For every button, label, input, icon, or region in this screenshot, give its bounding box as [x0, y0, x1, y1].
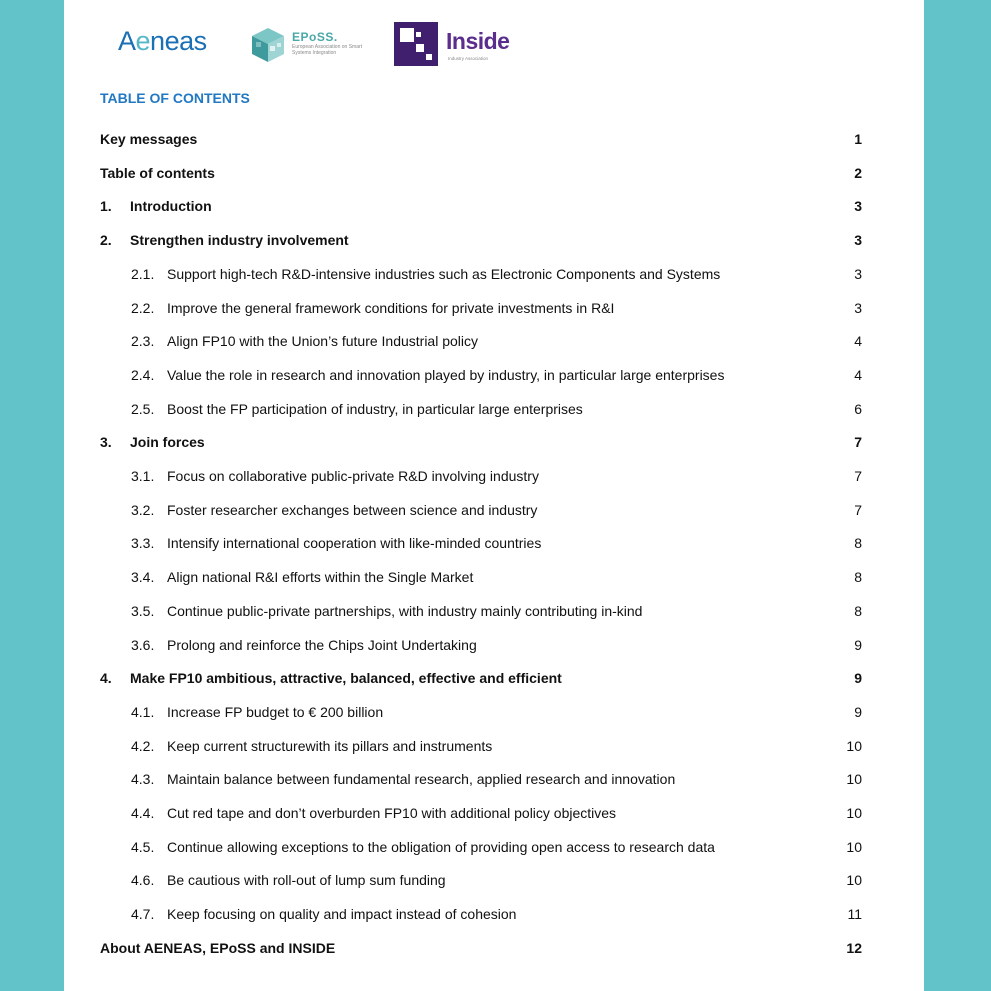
toc-entry[interactable] — [100, 162, 862, 184]
toc-entry-title: Continue public-private partnerships, with industry mainly contributing in-kind — [167, 602, 643, 619]
toc-entry-title: Strengthen industry involvement — [130, 232, 349, 249]
toc-entry-title: Foster researcher exchanges between science and industry — [167, 501, 538, 518]
toc-entry-title: Make FP10 ambitious, attractive, balanced, effective and efficient — [130, 670, 562, 687]
toc-entry-page: 7 — [854, 468, 862, 484]
toc-entry-page: 7 — [854, 434, 862, 451]
toc-entry[interactable] — [100, 499, 862, 521]
toc-entry-page: 10 — [846, 771, 862, 788]
toc-entry[interactable] — [100, 937, 862, 959]
aeneas-logo — [118, 26, 207, 57]
toc-entry-title: Cut red tape and don’t overburden FP10 with additional policy objectives — [167, 805, 617, 821]
toc-entry-title: Improve the general framework conditions for private investments in R&I — [167, 299, 615, 316]
toc-entry[interactable] — [100, 802, 862, 824]
toc-entry[interactable] — [100, 768, 862, 790]
aeneas-logo-prefix: A — [118, 26, 136, 56]
toc-entry-page: 7 — [854, 501, 862, 518]
toc-entry-title: Value the role in research and innovation played by industry, in particular large enterprises — [167, 366, 725, 383]
toc-entry-number: 2.2. — [131, 299, 155, 316]
toc-entry-page: 10 — [846, 872, 862, 889]
toc-entry[interactable] — [100, 903, 862, 925]
toc-entry-page: 8 — [854, 602, 862, 619]
toc-entry-number: 3.2. — [131, 501, 155, 518]
toc-entry-page: 3 — [854, 299, 862, 316]
eposs-logo-name: EPoSS. — [292, 30, 338, 44]
toc-entry-title: Align FP10 with the Union’s future Industrial policy — [167, 333, 479, 350]
toc-entry-number: 3.5. — [131, 602, 155, 619]
toc-entry-number: 2.5. — [131, 400, 155, 417]
eposs-logo — [250, 22, 370, 68]
toc-entry-page: 3 — [854, 198, 862, 215]
toc-entry-title: Join forces — [130, 434, 205, 451]
aeneas-logo-accent: e — [135, 26, 151, 56]
toc-entry-number: 4.6. — [131, 872, 155, 889]
toc-entry-title: Prolong and reinforce the Chips Joint Undertaking — [167, 636, 477, 653]
toc-entry-title: About AENEAS, EPoSS and INSIDE — [100, 939, 336, 956]
toc-entry-page: 9 — [854, 636, 862, 653]
toc-entry-number: 3.4. — [131, 569, 155, 586]
toc-entry-page: 2 — [854, 164, 862, 181]
toc-entry[interactable] — [100, 128, 862, 150]
toc-entry-page: 1 — [854, 131, 862, 147]
toc-entry[interactable] — [100, 600, 862, 622]
toc-entry-page: 10 — [846, 737, 862, 754]
toc-entry-title: Keep current structurewith its pillars and instruments — [167, 737, 493, 754]
toc-entry-page: 10 — [846, 838, 862, 855]
inside-logo-name: Inside — [446, 28, 510, 54]
toc-entry-page: 3 — [854, 265, 862, 282]
toc-entry-page: 10 — [846, 805, 862, 821]
logo-bar — [64, 0, 924, 80]
document-page — [64, 0, 924, 991]
toc-entry-page: 4 — [854, 333, 862, 350]
inside-mark-icon — [394, 22, 438, 66]
toc-entry-number: 4.7. — [131, 906, 155, 923]
toc-entry[interactable] — [100, 836, 862, 858]
toc-entry-title: Increase FP budget to € 200 billion — [167, 703, 384, 720]
toc-entry-number: 4.1. — [131, 703, 155, 720]
toc-heading: TABLE OF CONTENTS — [100, 90, 250, 106]
toc-entry-page: 8 — [854, 569, 862, 586]
toc-entry-title: Boost the FP participation of industry, in particular large enterprises — [167, 400, 583, 417]
toc-entry-number: 4.3. — [131, 771, 155, 788]
toc-entry-number: 2. — [100, 232, 112, 249]
toc-entry-number: 4.2. — [131, 737, 155, 754]
toc-entry-title: Key messages — [100, 131, 198, 147]
toc-entry-number: 2.3. — [131, 333, 155, 350]
toc-entry-page: 6 — [854, 400, 862, 417]
toc-entry-title: Continue allowing exceptions to the obligation of providing open access to research data — [167, 838, 715, 855]
toc-entry-title: Be cautious with roll-out of lump sum funding — [167, 872, 446, 889]
toc-entry-page: 3 — [854, 232, 862, 249]
toc-entry-number: 2.4. — [131, 366, 155, 383]
toc-entry[interactable] — [100, 701, 862, 723]
toc-entry-title: Focus on collaborative public-private R&D involving industry — [167, 468, 539, 484]
toc-entry-title: Intensify international cooperation with like-minded countries — [167, 535, 542, 552]
toc-entry-title: Maintain balance between fundamental research, applied research and innovation — [167, 771, 676, 788]
eposs-cube-icon — [250, 26, 286, 64]
toc-entry-page: 9 — [854, 670, 862, 687]
toc-entry[interactable] — [100, 735, 862, 757]
toc-entry[interactable] — [100, 566, 862, 588]
toc-entry[interactable] — [100, 532, 862, 554]
toc-entry[interactable] — [100, 465, 862, 487]
toc-entry-title: Introduction — [130, 198, 212, 215]
toc-entry-number: 2.1. — [131, 265, 155, 282]
eposs-logo-subtitle: European Association on Smart Systems Integration — [292, 44, 363, 56]
toc-entry-number: 3.3. — [131, 535, 155, 552]
toc-entry[interactable] — [100, 263, 862, 285]
toc-entry-number: 1. — [100, 198, 112, 215]
aeneas-logo-rest: neas — [150, 26, 207, 56]
toc-entry[interactable] — [100, 431, 862, 453]
toc-entry[interactable] — [100, 634, 862, 656]
toc-entry-title: Support high-tech R&D-intensive industries such as Electronic Components and Systems — [167, 265, 721, 282]
toc-entry[interactable] — [100, 398, 862, 420]
toc-entry-page: 12 — [846, 939, 862, 956]
inside-logo-subtitle: Industry Association — [448, 56, 489, 61]
toc-entry-number: 4. — [100, 670, 112, 687]
toc-entry-number: 3.1. — [131, 468, 155, 484]
inside-logo — [394, 22, 524, 68]
toc-entry-page: 8 — [854, 535, 862, 552]
toc-entry-number: 3.6. — [131, 636, 155, 653]
toc-entry-number: 4.5. — [131, 838, 155, 855]
toc-entry-title: Keep focusing on quality and impact instead of cohesion — [167, 906, 517, 923]
toc-entry[interactable] — [100, 667, 862, 689]
toc-entry[interactable] — [100, 869, 862, 891]
toc-entry-page: 9 — [854, 703, 862, 720]
toc-entry[interactable] — [100, 229, 862, 251]
toc-entry[interactable] — [100, 297, 862, 319]
toc-entry[interactable] — [100, 330, 862, 352]
toc-entry-title: Align national R&I efforts within the Single Market — [167, 569, 474, 586]
toc-entry[interactable] — [100, 195, 862, 217]
toc-entry-number: 4.4. — [131, 805, 155, 821]
toc-entry-number: 3. — [100, 434, 112, 451]
toc-entry[interactable] — [100, 364, 862, 386]
toc-entry-page: 4 — [854, 366, 862, 383]
toc-entry-page: 11 — [847, 906, 862, 923]
toc-entry-title: Table of contents — [100, 164, 215, 181]
